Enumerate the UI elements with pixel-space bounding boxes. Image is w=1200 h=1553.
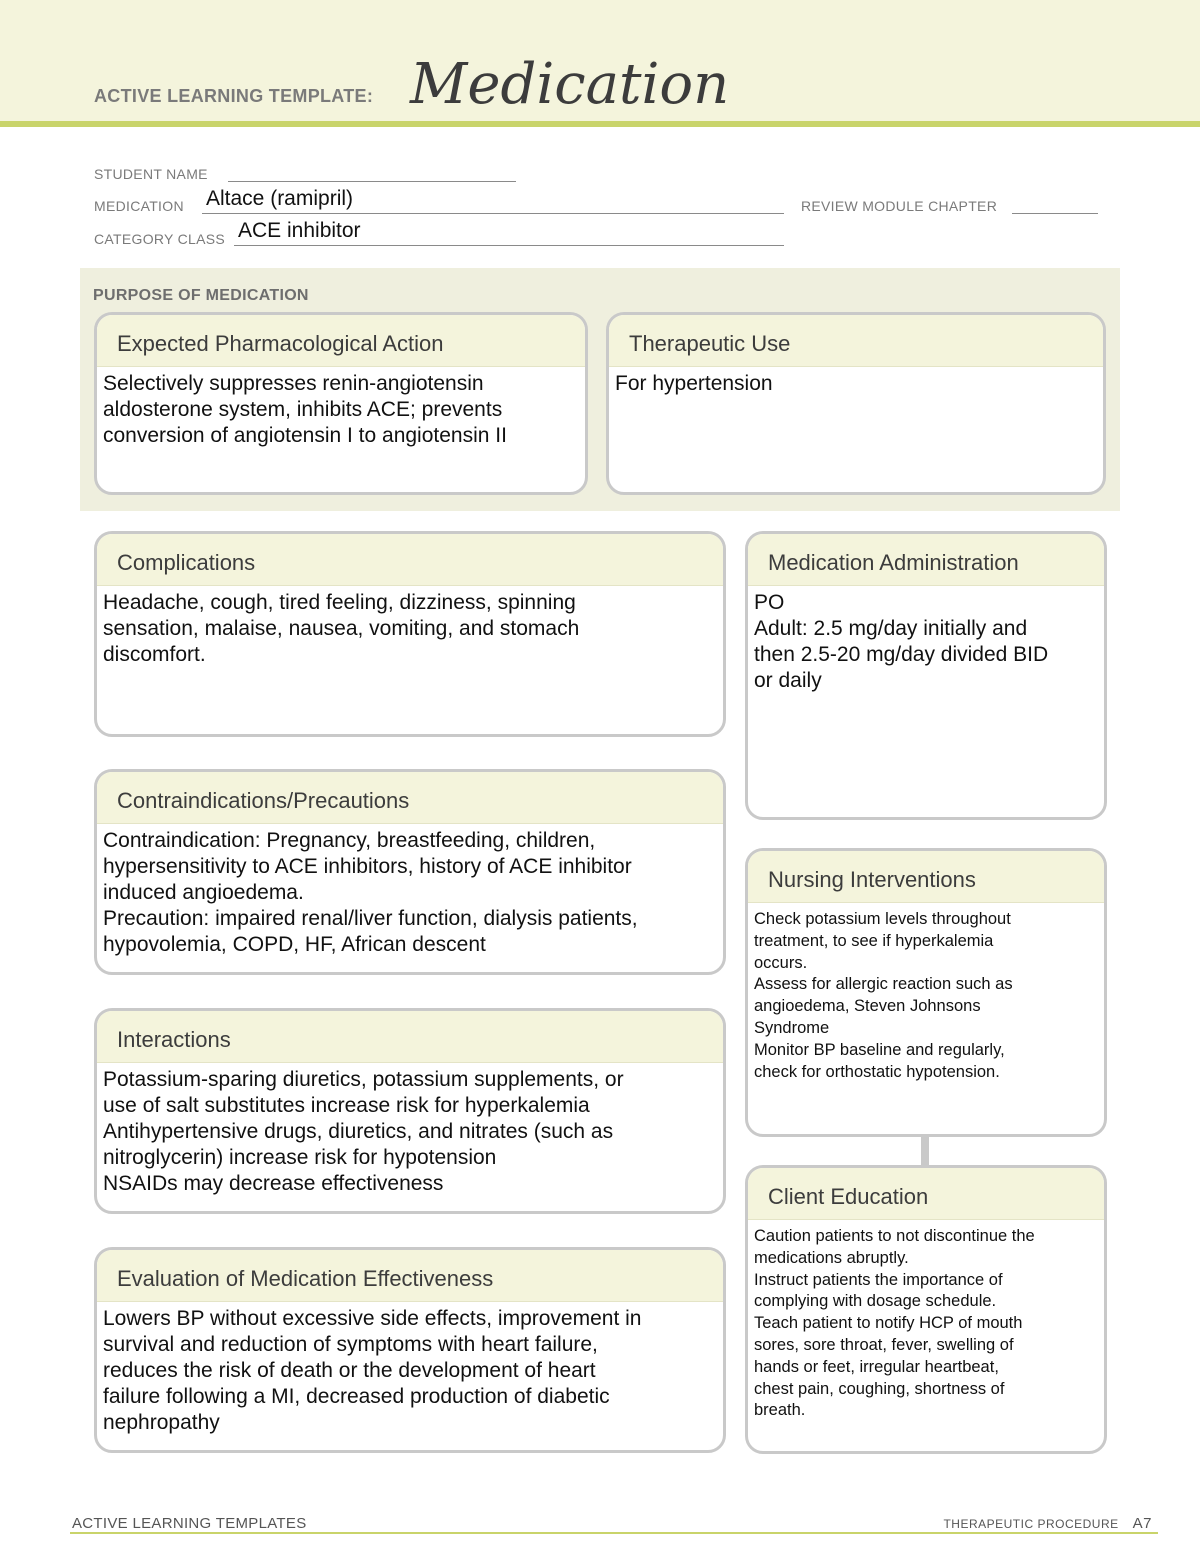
contraindications-card bbox=[94, 769, 726, 975]
expected-action-card bbox=[94, 312, 588, 495]
page-number: A7 bbox=[1132, 1515, 1152, 1532]
client-education-card bbox=[745, 1165, 1107, 1454]
footer-left: ACTIVE LEARNING TEMPLATES bbox=[72, 1515, 307, 1532]
therapeutic-use-title: Therapeutic Use bbox=[609, 315, 1103, 367]
interactions-title: Interactions bbox=[97, 1011, 723, 1063]
evaluation-title: Evaluation of Medication Effectiveness bbox=[97, 1250, 723, 1302]
therapeutic-use-body: For hypertension bbox=[615, 372, 773, 395]
review-module-field[interactable] bbox=[1012, 213, 1098, 214]
nursing-interventions-body: Check potassium levels throughout treatment, to see if hyperkalemia occurs. Assess for allergic reaction such as angioedema, Steven Johnsons Syndrome Monitor BP baseline and regularly, check for orthostatic hypotension. bbox=[754, 910, 1013, 1081]
administration-card bbox=[745, 531, 1107, 820]
student-name-field[interactable] bbox=[228, 181, 516, 182]
footer-section: THERAPEUTIC PROCEDURE bbox=[943, 1517, 1119, 1531]
medication-field[interactable] bbox=[202, 213, 784, 214]
client-education-title: Client Education bbox=[748, 1168, 1104, 1220]
footer-rule bbox=[70, 1532, 1158, 1534]
medication-label: MEDICATION bbox=[94, 198, 184, 214]
page-title: Medication bbox=[410, 52, 730, 117]
administration-body: PO Adult: 2.5 mg/day initially and then 2.5-20 mg/day divided BID or daily bbox=[754, 591, 1049, 692]
category-class-value: ACE inhibitor bbox=[238, 219, 361, 242]
expected-action-title: Expected Pharmacological Action bbox=[97, 315, 585, 367]
medication-value: Altace (ramipril) bbox=[206, 187, 354, 210]
nursing-interventions-card bbox=[745, 848, 1107, 1137]
card-connector bbox=[921, 1136, 929, 1166]
administration-title: Medication Administration bbox=[748, 534, 1104, 586]
template-label: ACTIVE LEARNING TEMPLATE: bbox=[94, 86, 374, 106]
complications-title: Complications bbox=[97, 534, 723, 586]
expected-action-body: Selectively suppresses renin-angiotensin aldosterone system, inhibits ACE; prevents conversion of angiotensin I to angiotensin II bbox=[103, 372, 507, 447]
review-module-label: REVIEW MODULE CHAPTER bbox=[801, 198, 998, 214]
student-name-label: STUDENT NAME bbox=[94, 166, 208, 182]
purpose-label: PURPOSE OF MEDICATION bbox=[93, 287, 309, 304]
contraindications-body: Contraindication: Pregnancy, breastfeeding, children, hypersensitivity to ACE inhibitors, history of ACE inhibitor induced angioedema. Precaution: impaired renal/liver function, dialysis patients, hypovolemia, COPD, HF, African descent bbox=[103, 829, 638, 956]
interactions-card bbox=[94, 1008, 726, 1214]
footer-right bbox=[943, 1515, 1152, 1532]
complications-body: Headache, cough, tired feeling, dizziness, spinning sensation, malaise, nausea, vomiting, and stomach discomfort. bbox=[103, 591, 580, 666]
evaluation-body: Lowers BP without excessive side effects, improvement in survival and reduction of symptoms with heart failure, reduces the risk of death or the development of heart failure following a MI, decreased production of diabetic nephropathy bbox=[103, 1307, 642, 1434]
complications-card bbox=[94, 531, 726, 737]
contraindications-title: Contraindications/Precautions bbox=[97, 772, 723, 824]
evaluation-card bbox=[94, 1247, 726, 1453]
header-rule bbox=[0, 121, 1200, 127]
client-education-body: Caution patients to not discontinue the medications abruptly. Instruct patients the importance of complying with dosage schedule. Teach patient to notify HCP of mouth sores, sore throat, fever, swelling of hands or feet, irregular heartbeat, chest pain, coughing, shortness of breath. bbox=[754, 1227, 1035, 1420]
therapeutic-use-card bbox=[606, 312, 1106, 495]
interactions-body: Potassium-sparing diuretics, potassium supplements, or use of salt substitutes increase risk for hyperkalemia Antihypertensive drugs, diuretics, and nitrates (such as nitroglycerin) increase risk for hypotension NSAIDs may decrease effectiveness bbox=[103, 1068, 624, 1195]
nursing-interventions-title: Nursing Interventions bbox=[748, 851, 1104, 903]
category-class-label: CATEGORY CLASS bbox=[94, 231, 226, 247]
category-class-field[interactable] bbox=[234, 245, 784, 246]
